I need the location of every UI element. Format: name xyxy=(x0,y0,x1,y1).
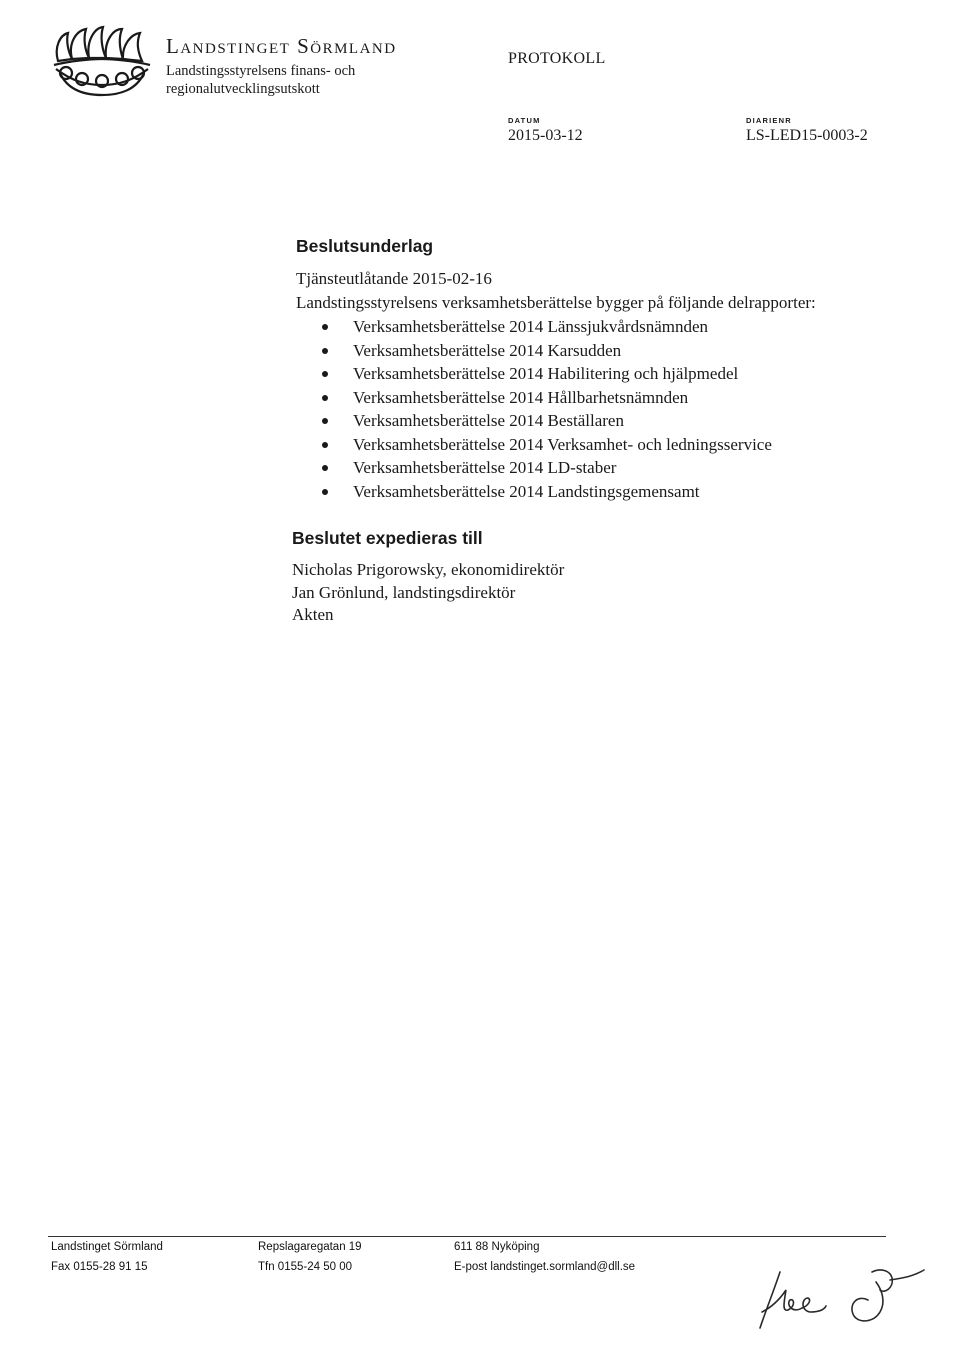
org-subtitle-line1: Landstingsstyrelsens finans- och xyxy=(166,63,356,79)
date-label: DATUM xyxy=(508,116,541,125)
bullet-icon xyxy=(322,489,328,495)
date-value: 2015-03-12 xyxy=(508,127,583,144)
recipient: Jan Grönlund, landstingsdirektör xyxy=(292,582,516,602)
list-item xyxy=(320,409,772,433)
bullet-icon xyxy=(322,324,328,330)
diarie-value: LS-LED15-0003-2 xyxy=(746,127,868,144)
bullet-icon xyxy=(322,442,328,448)
footer-phone: Tfn 0155-24 50 00 xyxy=(258,1261,352,1273)
underlag-intro xyxy=(296,267,816,314)
bullet-icon xyxy=(322,418,328,424)
list-item xyxy=(320,386,772,410)
org-subtitle-line2: regionalutvecklingsutskott xyxy=(166,81,320,97)
org-name: Landstinget Sörmland xyxy=(166,34,397,58)
footer-col-address xyxy=(258,1237,362,1277)
list-item-text: Verksamhetsberättelse 2014 Landstingsgemensamt xyxy=(353,481,700,501)
list-item xyxy=(320,315,772,339)
landstinget-logo xyxy=(50,25,155,97)
handwritten-initials xyxy=(740,1250,940,1340)
list-item xyxy=(320,456,772,480)
list-item xyxy=(320,339,772,363)
recipient: Nicholas Prigorowsky, ekonomidirektör xyxy=(292,560,565,579)
list-item-text: Verksamhetsberättelse 2014 LD-staber xyxy=(353,458,617,477)
org-subtitle xyxy=(166,62,355,98)
footer-postal: 611 88 Nyköping xyxy=(454,1241,540,1253)
list-item xyxy=(320,480,772,504)
diarie-label: DIARIENR xyxy=(746,116,792,125)
document-type: PROTOKOLL xyxy=(508,50,606,67)
footer-col-org xyxy=(51,1237,163,1277)
recipients-list xyxy=(292,559,564,627)
bullet-icon xyxy=(322,465,328,471)
footer-email: E-post landstinget.sormland@dll.se xyxy=(454,1261,636,1273)
bullet-icon xyxy=(322,371,328,377)
bullet-icon xyxy=(322,395,328,401)
list-item-text: Verksamhetsberättelse 2014 Habilitering och hjälpmedel xyxy=(353,364,739,383)
list-item-text: Verksamhetsberättelse 2014 Verksamhet- och ledningsservice xyxy=(353,434,772,454)
list-item xyxy=(320,362,772,386)
recipient: Akten xyxy=(292,605,334,624)
list-item-text: Verksamhetsberättelse 2014 Karsudden xyxy=(353,340,622,360)
bullet-icon xyxy=(322,348,328,354)
underlag-line2: Landstingsstyrelsens verksamhetsberättelse bygger på följande delrapporter: xyxy=(296,292,816,312)
beslutsunderlag-heading: Beslutsunderlag xyxy=(296,236,434,256)
footer-street: Repslagaregatan 19 xyxy=(258,1241,362,1253)
delrapporter-list xyxy=(320,315,772,503)
list-item xyxy=(320,433,772,457)
footer-fax: Fax 0155-28 91 15 xyxy=(51,1261,148,1273)
list-item-text: Verksamhetsberättelse 2014 Hållbarhetsnämnden xyxy=(353,387,689,407)
footer-org-name: Landstinget Sörmland xyxy=(51,1241,163,1253)
expedieras-heading: Beslutet expedieras till xyxy=(292,528,483,548)
list-item-text: Verksamhetsberättelse 2014 Beställaren xyxy=(353,411,624,430)
underlag-line1: Tjänsteutlåtande 2015-02-16 xyxy=(296,269,492,288)
list-item-text: Verksamhetsberättelse 2014 Länssjukvårdsnämnden xyxy=(353,317,709,336)
footer-col-postal xyxy=(454,1237,635,1277)
